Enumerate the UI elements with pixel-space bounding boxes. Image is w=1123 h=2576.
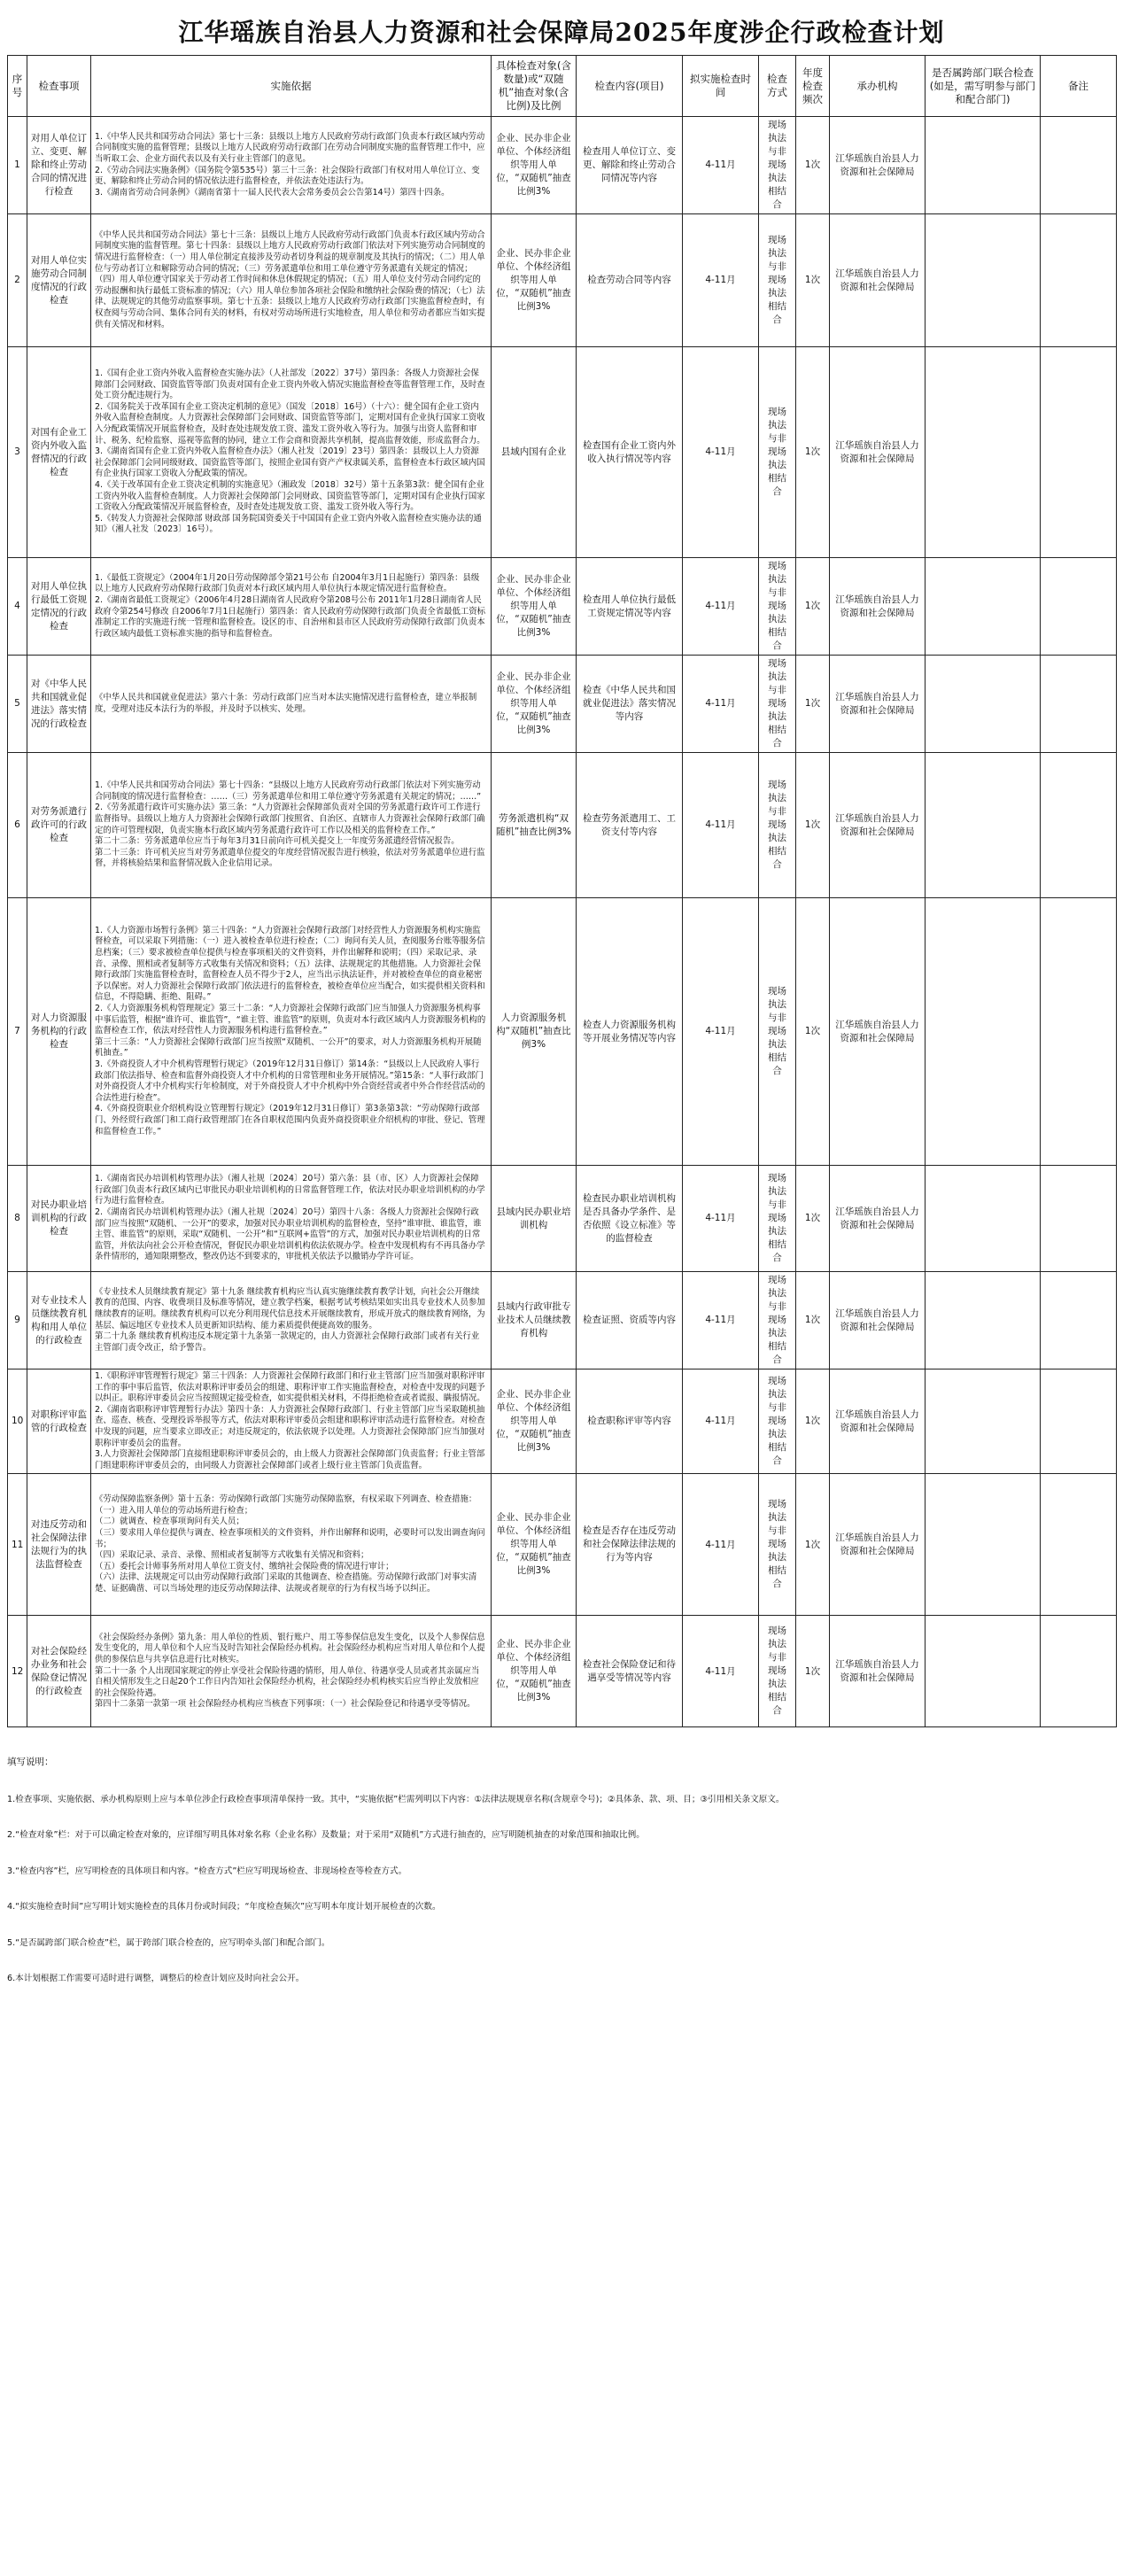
row-time: 4-11月 xyxy=(683,1369,759,1474)
header-method: 检查方式 xyxy=(759,56,796,117)
row-time: 4-11月 xyxy=(683,214,759,347)
notes-line: 2.“检查对象”栏：对于可以确定检查对象的，应详细写明具体对象名称（企业名称）及数量；对于采用“双随机”方式进行抽查的，应写明随机抽查的对象范围和抽取比例。 xyxy=(7,1830,645,1841)
table-row xyxy=(8,1369,1117,1474)
row-content: 检查国有企业工资内外收入执行情况等内容 xyxy=(577,347,683,558)
row-org: 江华瑶族自治县人力资源和社会保障局 xyxy=(830,117,926,214)
row-org: 江华瑶族自治县人力资源和社会保障局 xyxy=(830,1474,926,1616)
row-basis: 1.《职称评审管理暂行规定》第三十四条：人力资源社会保障行政部门和行业主管部门应当加强对职称评审工作的事中事后监管，依法对职称评审委员会的组建、职称评审工作实施监督检查，对检查中发现的问题予以纠正。职称评审委员会应当按照规定接受检查，如实提供相关材料，不得拒绝检查或者谎报、瞒报情况。 2.《湖南省职称评审管理暂行办法》第四十条：人力资源社会保障行政部门、行业主管部门应当采取随机抽查、巡查、核查、受理投诉举报等方式，依法对职称评审委员会组建和职称评审活动进行监督检查。对检查中发现的问题，应当要求立即改正；对违反规定的，依法依规予以处理。人力资源社会保障部门应当加强对职称评审委员会的监督。 3.人力资源社会保障部门直接组建职称评审委员会的，由上级人力资源社会保障部门负责监督；行业主管部门组建职称评审委员会的，由同级人力资源社会保障部门或者上级行业主管部门负责监督。 xyxy=(91,1369,492,1474)
row-basis: 1.《中华人民共和国劳动合同法》第七十四条：“县级以上地方人民政府劳动行政部门依法对下列实施劳动合同制度的情况进行监督检查：……（三）劳务派遣单位和用工单位遵守劳务派遣有关规定的情况；……” 2.《劳务派遣行政许可实施办法》第三条：“人力资源社会保障部负责对全国的劳务派遣行政许可工作进行监督指导。县级以上地方人力资源社会保障行政部门按照省、自治区、直辖市人力资源社会保障行政部门确定的许可管理权限，负责实施本行政区域内劳务派遣行政许可工作以及相关的监督检查工作。” 第二十二条：劳务派遣单位应当于每年3月31日前向许可机关提交上一年度劳务派遣经营情况报告。 第二十三条：许可机关应当对劳务派遣单位提交的年度经营情况报告进行核验，依法对劳务派遣单位进行监督，并将核验结果和监督情况载入企业信用记录。 xyxy=(91,753,492,898)
row-target: 县域内行政审批专业技术人员继续教育机构 xyxy=(492,1272,577,1369)
row-remark xyxy=(1041,1369,1117,1474)
row-org: 江华瑶族自治县人力资源和社会保障局 xyxy=(830,558,926,656)
row-frequency: 1次 xyxy=(796,558,830,656)
row-time: 4-11月 xyxy=(683,558,759,656)
row-content: 检查人力资源服务机构等开展业务情况等内容 xyxy=(577,898,683,1166)
table-row xyxy=(8,1272,1117,1369)
row-content: 检查用人单位订立、变更、解除和终止劳动合同情况等内容 xyxy=(577,117,683,214)
row-time: 4-11月 xyxy=(683,347,759,558)
row-target: 县域内民办职业培训机构 xyxy=(492,1166,577,1272)
row-item: 对用人单位实施劳动合同制度情况的行政检查 xyxy=(27,214,91,347)
header-basis: 实施依据 xyxy=(91,56,492,117)
row-remark xyxy=(1041,117,1117,214)
row-content: 检查社会保险登记和待遇享受等情况等内容 xyxy=(577,1616,683,1727)
row-basis: 《社会保险经办条例》第九条：用人单位的性质、银行账户、用工等参保信息发生变化，以及个人参保信息发生变化的，用人单位和个人应当及时告知社会保险经办机构。社会保险经办机构应当对用人单位和个人提供的参保信息与共享信息进行比对核实。 第二十一条 个人出现国家规定的停止享受社会保险待遇的情形，用人单位、待遇享受人员或者其亲属应当自相关情形发生之日起20个工作日内告知社会保险经办机构，社会保险经办机构核实后应当停止发放相应的社会保险待遇。 第四十二条第一款第一项 社会保险经办机构应当核查下列事项：（一）社会保险登记和待遇享受等情况。 xyxy=(91,1616,492,1727)
row-target: 企业、民办非企业单位、个体经济组织等用人单位，“双随机”抽查比例3% xyxy=(492,117,577,214)
row-frequency: 1次 xyxy=(796,214,830,347)
row-basis: 1.《国有企业工资内外收入监督检查实施办法》（人社部发〔2022〕37号）第四条：各级人力资源社会保障部门会同财政、国资监管等部门负责对国有企业工资内外收入情况实施监督检查等监督管理工作，及时查处工资分配违规行为。 2.《国务院关于改革国有企业工资决定机制的意见》（国发〔2018〕16号）（十六）：健全国有企业工资内外收入监督检查制度。人力资源社会保障部门会同财政、国资监管等部门，定期对国有企业执行国家工资收入分配政策情况开展监督检查，及时查处违规发放工资、滥发工资外收入等行为。加强与出资人监督和审计、税务、纪检监察、巡视等监督的协同，建立工作会商和资源共享机制，提高监督效能，形成监督合力。 3.《湖南省国有企业工资内外收入监督检查办法》（湘人社发〔2019〕23号）第四条：县级以上人力资源社会保障部门会同同级财政、国资监管等部门，按照企业国有资产产权隶属关系，监督检查本行政区域内国有企业执行国家工资收入分配政策的情况。 4.《关于改革国有企业工资决定机制的实施意见》（湘政发〔2018〕32号）第十五条第3款：健全国有企业工资内外收入监督检查制度。人力资源社会保障部门会同财政、国资监管等部门，定期对国有企业执行国家工资收入分配政策情况开展监督检查，及时查处违规发放工资、滥发工资外收入等行为。 5.《转发人力资源社会保障部 财政部 国务院国资委关于中国国有企业工资内外收入监督检查实施办法的通知》（湘人社发〔2023〕16号）。 xyxy=(91,347,492,558)
row-method: 现场执法与非现场执法相结合 xyxy=(759,753,796,898)
row-method: 现场执法与非现场执法相结合 xyxy=(759,117,796,214)
notes-line: 3.“检查内容”栏，应写明检查的具体项目和内容。“检查方式”栏应写明现场检查、非现场检查等检查方式。 xyxy=(7,1866,407,1876)
row-time: 4-11月 xyxy=(683,117,759,214)
row-joint xyxy=(926,656,1041,753)
row-method: 现场执法与非现场执法相结合 xyxy=(759,558,796,656)
row-basis: 1.《最低工资规定》（2004年1月20日劳动保障部令第21号公布 自2004年3月1日起施行）第四条：县级以上地方人民政府劳动保障行政部门负责对本行政区域内用人单位执行本规定情况进行监督检查。 2.《湖南省最低工资规定》（2006年4月28日湖南省人民政府令第208号公布 2011年1月28日湖南省人民政府令第254号修改 自2006年7月1日起施行）第四条：省人民政府劳动保障行政部门负责全省最低工资标准制定工作的实施进行统一管理和监督检查。设区的市、自治州和县市区人民政府劳动保障行政部门负责本行政区域内最低工资标准实施的指导和监督检查。 xyxy=(91,558,492,656)
row-time: 4-11月 xyxy=(683,753,759,898)
row-basis: 《专业技术人员继续教育规定》第十九条 继续教育机构应当认真实施继续教育教学计划，向社会公开继续教育的范围、内容、收费项目及标准等情况，建立教学档案，根据考试考核结果如实出具专业技术人员参加继续教育的证明。继续教育机构可以充分利用现代信息技术开展继续教育，形成开放式的继续教育网络，为基层、偏远地区专业技术人员更新知识结构、能力素质提供便捷高效的服务。 第二十九条 继续教育机构违反本规定第十九条第一款规定的，由人力资源社会保障行政部门或者有关行业主管部门责令改正，给予警告。 xyxy=(91,1272,492,1369)
row-frequency: 1次 xyxy=(796,656,830,753)
header-joint: 是否属跨部门联合检查(如是，需写明参与部门和配合部门) xyxy=(926,56,1041,117)
row-content: 检查民办职业培训机构是否具备办学条件、是否依照《设立标准》等的监督检查 xyxy=(577,1166,683,1272)
row-item: 对国有企业工资内外收入监督情况的行政检查 xyxy=(27,347,91,558)
row-org: 江华瑶族自治县人力资源和社会保障局 xyxy=(830,347,926,558)
row-org: 江华瑶族自治县人力资源和社会保障局 xyxy=(830,1369,926,1474)
row-frequency: 1次 xyxy=(796,117,830,214)
row-seq: 10 xyxy=(8,1369,27,1474)
row-basis: 《劳动保障监察条例》第十五条：劳动保障行政部门实施劳动保障监察，有权采取下列调查、检查措施： （一）进入用人单位的劳动场所进行检查； （二）就调查、检查事项询问有关人员； （三）要求用人单位提供与调查、检查事项相关的文件资料，并作出解释和说明，必要时可以发出调查询问书； （四）采取记录、录音、录像、照相或者复制等方式收集有关情况和资料； （五）委托会计师事务所对用人单位工资支付、缴纳社会保险费的情况进行审计； （六）法律、法规规定可以由劳动保障行政部门采取的其他调查、检查措施。劳动保障行政部门对事实清楚、证据确凿、可以当场处理的违反劳动保障法律、法规或者规章的行为有权当场予以纠正。 xyxy=(91,1474,492,1616)
row-target: 企业、民办非企业单位、个体经济组织等用人单位，“双随机”抽查比例3% xyxy=(492,656,577,753)
row-item: 对违反劳动和社会保障法律法规行为的执法监督检查 xyxy=(27,1474,91,1616)
table-row xyxy=(8,753,1117,898)
row-basis: 1.《湖南省民办培训机构管理办法》（湘人社规〔2024〕20号）第六条：县（市、区）人力资源社会保障行政部门负责本行政区域内已审批民办职业培训机构的日常监督管理工作，依法对民办职业培训机构的办学行为进行监督检查。 2.《湖南省民办培训机构管理办法》（湘人社规〔2024〕20号）第四十八条：各级人力资源社会保障行政部门应当按照“双随机、一公开”的要求，加强对民办职业培训机构的监督检查，坚持“谁审批、谁监管，谁主管、谁监管”的原则，采取“双随机、一公开”和“互联网+监管”的方式，加强对民办职业培训机构的日常监管，并依法向社会公开检查情况，督促民办职业培训机构依法依规办学。检查中发现机构有不再具备办学条件情形的，通知限期整改，整改仍达不到要求的，审批机关依法予以撤销办学许可证。 xyxy=(91,1166,492,1272)
table-row xyxy=(8,347,1117,558)
row-remark xyxy=(1041,347,1117,558)
row-seq: 3 xyxy=(8,347,27,558)
row-remark xyxy=(1041,1166,1117,1272)
row-item: 对人力资源服务机构的行政检查 xyxy=(27,898,91,1166)
row-remark xyxy=(1041,558,1117,656)
notes-line: 1.检查事项、实施依据、承办机构原则上应与本单位涉企行政检查事项清单保持一致。其中，“实施依据”栏需列明以下内容：①法律法规规章名称(含规章令号)；②具体条、款、项、目；③引用相关条文原文。 xyxy=(7,1794,785,1804)
row-target: 人力资源服务机构“双随机”抽查比例3% xyxy=(492,898,577,1166)
table-body xyxy=(8,117,1117,1727)
row-item: 对职称评审监管的行政检查 xyxy=(27,1369,91,1474)
table-row xyxy=(8,898,1117,1166)
row-org: 江华瑶族自治县人力资源和社会保障局 xyxy=(830,1272,926,1369)
page-title: 江华瑶族自治县人力资源和社会保障局2025年度涉企行政检查计划 xyxy=(178,18,945,47)
row-item: 对专业技术人员继续教育机构和用人单位的行政检查 xyxy=(27,1272,91,1369)
row-content: 检查是否存在违反劳动和社会保障法律法规的行为等内容 xyxy=(577,1474,683,1616)
row-method: 现场执法与非现场执法相结合 xyxy=(759,1369,796,1474)
row-org: 江华瑶族自治县人力资源和社会保障局 xyxy=(830,898,926,1166)
row-seq: 5 xyxy=(8,656,27,753)
row-joint xyxy=(926,1166,1041,1272)
row-joint xyxy=(926,753,1041,898)
row-item: 对用人单位执行最低工资规定情况的行政检查 xyxy=(27,558,91,656)
row-time: 4-11月 xyxy=(683,656,759,753)
row-seq: 2 xyxy=(8,214,27,347)
row-seq: 12 xyxy=(8,1616,27,1727)
row-joint xyxy=(926,898,1041,1166)
row-content: 检查职称评审等内容 xyxy=(577,1369,683,1474)
row-time: 4-11月 xyxy=(683,1166,759,1272)
header-org: 承办机构 xyxy=(830,56,926,117)
row-seq: 1 xyxy=(8,117,27,214)
row-org: 江华瑶族自治县人力资源和社会保障局 xyxy=(830,753,926,898)
row-basis: 《中华人民共和国就业促进法》第六十条：劳动行政部门应当对本法实施情况进行监督检查，建立举报制度，受理对违反本法行为的举报，并及时予以核实、处理。 xyxy=(91,656,492,753)
row-target: 企业、民办非企业单位、个体经济组织等用人单位，“双随机”抽查比例3% xyxy=(492,1369,577,1474)
header-item: 检查事项 xyxy=(27,56,91,117)
row-seq: 9 xyxy=(8,1272,27,1369)
row-seq: 4 xyxy=(8,558,27,656)
row-item: 对用人单位订立、变更、解除和终止劳动合同的情况进行检查 xyxy=(27,117,91,214)
row-item: 对劳务派遣行政许可的行政检查 xyxy=(27,753,91,898)
row-method: 现场执法与非现场执法相结合 xyxy=(759,898,796,1166)
row-joint xyxy=(926,1369,1041,1474)
header-time: 拟实施检查时间 xyxy=(683,56,759,117)
row-frequency: 1次 xyxy=(796,1166,830,1272)
row-method: 现场执法与非现场执法相结合 xyxy=(759,214,796,347)
row-org: 江华瑶族自治县人力资源和社会保障局 xyxy=(830,1616,926,1727)
row-frequency: 1次 xyxy=(796,1474,830,1616)
row-seq: 7 xyxy=(8,898,27,1166)
row-remark xyxy=(1041,753,1117,898)
row-frequency: 1次 xyxy=(796,898,830,1166)
row-joint xyxy=(926,347,1041,558)
row-basis: 《中华人民共和国劳动合同法》第七十三条：县级以上地方人民政府劳动行政部门负责本行政区域内劳动合同制度实施的监督管理。第七十四条：县级以上地方人民政府劳动行政部门依法对下列实施劳动合同制度的情况进行监督检查：（一）用人单位制定直接涉及劳动者切身利益的规章制度及其执行的情况；（二）用人单位与劳动者订立和解除劳动合同的情况；（三）劳务派遣单位和用工单位遵守劳务派遣有关规定的情况；（四）用人单位遵守国家关于劳动者工作时间和休息休假规定的情况；（五）用人单位支付劳动合同约定的劳动报酬和执行最低工资标准的情况；（六）用人单位参加各项社会保险和缴纳社会保险费的情况；（七）法律、法规规定的其他劳动监察事项。第七十五条：县级以上地方人民政府劳动行政部门实施监督检查时，有权查阅与劳动合同、集体合同有关的材料，有权对劳动场所进行实地检查，用人单位和劳动者都应当如实提供有关情况和材料。 xyxy=(91,214,492,347)
row-target: 企业、民办非企业单位、个体经济组织等用人单位，“双随机”抽查比例3% xyxy=(492,1474,577,1616)
table-row xyxy=(8,558,1117,656)
table-header-row xyxy=(8,56,1117,117)
notes-line: 5.“是否属跨部门联合检查”栏，属于跨部门联合检查的，应写明牵头部门和配合部门。 xyxy=(7,1937,330,1948)
row-frequency: 1次 xyxy=(796,753,830,898)
row-joint xyxy=(926,117,1041,214)
row-seq: 6 xyxy=(8,753,27,898)
header-frequency: 年度检查频次 xyxy=(796,56,830,117)
header-target: 具体检查对象(含数量)或“双随机”抽查对象(含比例)及比例 xyxy=(492,56,577,117)
row-target: 劳务派遣机构“双随机”抽查比例3% xyxy=(492,753,577,898)
row-method: 现场执法与非现场执法相结合 xyxy=(759,1166,796,1272)
row-seq: 11 xyxy=(8,1474,27,1616)
header-remark: 备注 xyxy=(1041,56,1117,117)
row-org: 江华瑶族自治县人力资源和社会保障局 xyxy=(830,214,926,347)
row-target: 企业、民办非企业单位、个体经济组织等用人单位，“双随机”抽查比例3% xyxy=(492,1616,577,1727)
row-method: 现场执法与非现场执法相结合 xyxy=(759,1272,796,1369)
row-joint xyxy=(926,558,1041,656)
notes-section xyxy=(7,1733,1116,2009)
row-item: 对社会保险经办业务和社会保险登记情况的行政检查 xyxy=(27,1616,91,1727)
row-method: 现场执法与非现场执法相结合 xyxy=(759,1474,796,1616)
row-method: 现场执法与非现场执法相结合 xyxy=(759,347,796,558)
header-content: 检查内容(项目) xyxy=(577,56,683,117)
row-target: 企业、民办非企业单位、个体经济组织等用人单位，“双随机”抽查比例3% xyxy=(492,558,577,656)
notes-line: 6.本计划根据工作需要可适时进行调整，调整后的检查计划应及时向社会公开。 xyxy=(7,1974,305,1984)
row-joint xyxy=(926,1616,1041,1727)
notes-line: 4.“拟实施检查时间”应写明计划实施检查的具体月份或时间段；“年度检查频次”应写明本年度计划开展检查的次数。 xyxy=(7,1902,441,1913)
row-target: 企业、民办非企业单位、个体经济组织等用人单位，“双随机”抽查比例3% xyxy=(492,214,577,347)
row-org: 江华瑶族自治县人力资源和社会保障局 xyxy=(830,656,926,753)
row-remark xyxy=(1041,1616,1117,1727)
row-frequency: 1次 xyxy=(796,1272,830,1369)
row-method: 现场执法与非现场执法相结合 xyxy=(759,656,796,753)
row-content: 检查证照、资质等内容 xyxy=(577,1272,683,1369)
row-item: 对民办职业培训机构的行政检查 xyxy=(27,1166,91,1272)
row-time: 4-11月 xyxy=(683,1616,759,1727)
row-frequency: 1次 xyxy=(796,347,830,558)
row-frequency: 1次 xyxy=(796,1616,830,1727)
table-row xyxy=(8,1166,1117,1272)
row-joint xyxy=(926,1272,1041,1369)
row-frequency: 1次 xyxy=(796,1369,830,1474)
row-joint xyxy=(926,1474,1041,1616)
row-remark xyxy=(1041,1474,1117,1616)
row-method: 现场执法与非现场执法相结合 xyxy=(759,1616,796,1727)
table-row xyxy=(8,117,1117,214)
table-row xyxy=(8,214,1117,347)
inspection-plan-table xyxy=(7,55,1117,1727)
row-time: 4-11月 xyxy=(683,1272,759,1369)
row-seq: 8 xyxy=(8,1166,27,1272)
row-org: 江华瑶族自治县人力资源和社会保障局 xyxy=(830,1166,926,1272)
table-row xyxy=(8,1474,1117,1616)
row-content: 检查劳务派遣用工、工资支付等内容 xyxy=(577,753,683,898)
row-joint xyxy=(926,214,1041,347)
row-content: 检查用人单位执行最低工资规定情况等内容 xyxy=(577,558,683,656)
row-remark xyxy=(1041,656,1117,753)
row-remark xyxy=(1041,214,1117,347)
header-seq: 序号 xyxy=(8,56,27,117)
table-row xyxy=(8,1616,1117,1727)
row-remark xyxy=(1041,1272,1117,1369)
row-item: 对《中华人民共和国就业促进法》落实情况的行政检查 xyxy=(27,656,91,753)
row-basis: 1.《人力资源市场暂行条例》第三十四条：“人力资源社会保障行政部门对经营性人力资源服务机构实施监督检查，可以采取下列措施：（一）进入被检查单位进行检查；（二）询问有关人员，查阅服务台账等服务信息档案；（三）要求被检查单位提供与检查事项相关的文件资料，并作出解释和说明；（四）采取记录、录音、录像、照相或者复制等方式收集有关情况和资料；（五）法律、法规规定的其他措施。人力资源社会保障行政部门实施监督检查时，监督检查人员不得少于2人，应当出示执法证件，并对被检查单位的商业秘密予以保密。对人力资源社会保障行政部门依法进行的监督检查，被检查单位应当配合，如实提供相关资料和信息，不得隐瞒、拒绝、阻碍。” 2.《人力资源服务机构管理规定》第三十二条：“人力资源社会保障行政部门应当加强人力资源服务机构事中事后监管，根据“谁许可、谁监管”，“谁主管、谁监管”的原则，负责对本行政区域内人力资源服务机构的监督检查工作，依法对经营性人力资源服务机构进行监督检查。” 第三十三条：“人力资源社会保障行政部门应当按照“双随机、一公开”的要求，对人力资源服务机构开展随机抽查。” 3.《外商投资人才中介机构管理暂行规定》（2019年12月31日修订）第14条：“县级以上人民政府人事行政部门依法指导、检查和监督外商投资人才中介机构的日常管理和业务开展情况。”第15条：“人事行政部门对外商投资人才中介机构实行年检制度，对于外商投资人才中介机构中外合资经营或者中外合作经营活动的合法性进行检查”。 4.《外商投资职业介绍机构设立管理暂行规定》（2019年12月31日修订）第3条第3款：“劳动保障行政部门、外经贸行政部门和工商行政管理部门在各自职权范围内负责外商投资职业介绍机构的审批、登记、管理和监督检查工作。” xyxy=(91,898,492,1166)
row-target: 县域内国有企业 xyxy=(492,347,577,558)
table-row xyxy=(8,656,1117,753)
row-content: 检查劳动合同等内容 xyxy=(577,214,683,347)
row-time: 4-11月 xyxy=(683,898,759,1166)
row-content: 检查《中华人民共和国就业促进法》落实情况等内容 xyxy=(577,656,683,753)
row-remark xyxy=(1041,898,1117,1166)
row-basis: 1.《中华人民共和国劳动合同法》第七十三条：县级以上地方人民政府劳动行政部门负责本行政区域内劳动合同制度实施的监督管理；县级以上地方人民政府劳动行政部门在劳动合同制度实施的监督管理工作中，应当听取工会、企业方面代表以及有关行业主管部门的意见。 2.《劳动合同法实施条例》（国务院令第535号）第三十三条：社会保险行政部门有权对用人单位订立、变更、解除和终止劳动合同的情况依法进行监督检查，并依法查处违法行为。 3.《湖南省劳动合同条例》（湖南省第十一届人民代表大会常务委员会公告第14号）第四十四条。 xyxy=(91,117,492,214)
notes-title: 填写说明： xyxy=(7,1757,54,1768)
row-time: 4-11月 xyxy=(683,1474,759,1616)
